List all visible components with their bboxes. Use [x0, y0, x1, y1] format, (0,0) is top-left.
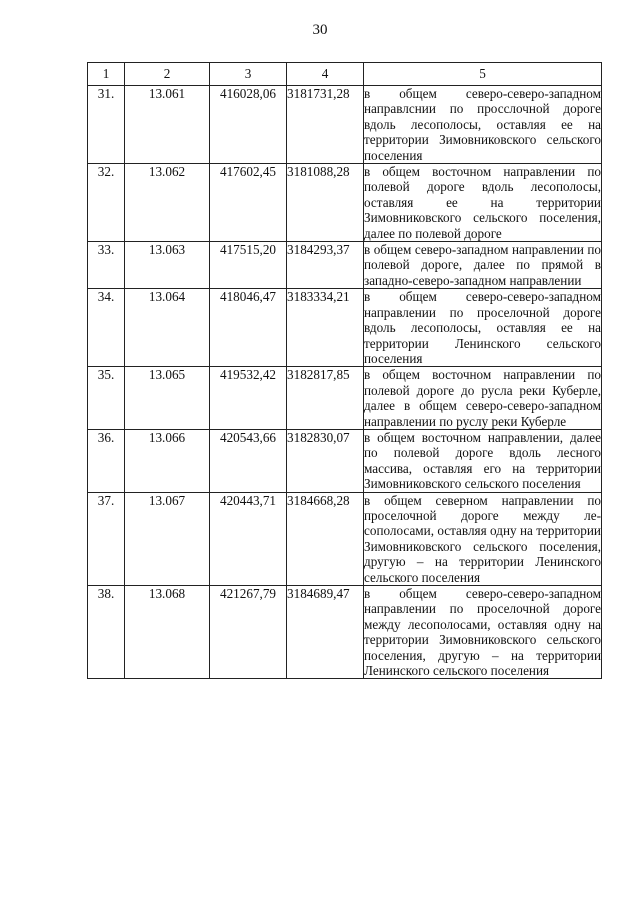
point-code: 13.062 — [125, 164, 210, 242]
direction-description: в общем северном направлении по проселочной дороге между лесополосами, оставляя одну на территории Зимовниковского сельского поселения, другую – на территории Ленинского сельского поселения — [364, 492, 601, 585]
direction-description: в общем северо-северо-западном направлении по проселочной дороге между лесополосами, оставляя одну на территории Зимовниковского сельского поселения, другую – на территории Ленинского сельского поселения — [364, 586, 601, 679]
coordinate-x: 418046,47 — [210, 289, 287, 367]
table-row — [88, 242, 602, 289]
row-number: 33. — [88, 242, 125, 289]
direction-description: в общем восточном направлении по полевой дороге до русла реки Куберле, далее в общем северо-северо-западном направлении по руслу реки Куберле — [364, 367, 601, 429]
table-row — [88, 367, 602, 430]
point-code: 13.064 — [125, 289, 210, 367]
coordinate-x: 416028,06 — [210, 86, 287, 164]
table-row — [88, 86, 602, 164]
header-col-3: 3 — [210, 63, 287, 86]
boundary-points-table — [87, 62, 602, 679]
coordinate-y: 3184668,28 — [287, 492, 364, 585]
point-code: 13.065 — [125, 367, 210, 430]
coordinate-y: 3181088,28 — [287, 164, 364, 242]
coordinate-x: 420443,71 — [210, 492, 287, 585]
point-code: 13.068 — [125, 586, 210, 679]
direction-description: в общем северо-северо-западном направлении по проселочной дороге вдоль лесополосы, оставляя ее на территории Ленинского сельского поселения — [364, 289, 601, 366]
point-code: 13.067 — [125, 492, 210, 585]
row-number: 37. — [88, 492, 125, 585]
table-row — [88, 586, 602, 679]
header-col-1: 1 — [88, 63, 125, 86]
coordinate-x: 421267,79 — [210, 586, 287, 679]
row-number: 38. — [88, 586, 125, 679]
table-row — [88, 164, 602, 242]
header-col-4: 4 — [287, 63, 364, 86]
row-number: 36. — [88, 429, 125, 492]
direction-description: в общем восточном направлении, далее по полевой дороге вдоль лесного массива, оставляя его на территории Зимовниковского сельского поселения — [364, 429, 601, 492]
table-row — [88, 429, 602, 492]
row-number: 31. — [88, 86, 125, 164]
table-row — [88, 289, 602, 367]
coordinate-y: 3181731,28 — [287, 86, 364, 164]
row-number: 34. — [88, 289, 125, 367]
row-number: 32. — [88, 164, 125, 242]
direction-description: в общем восточном направлении по полевой дороге вдоль лесополосы, оставляя ее на территории Зимовниковского сельского поселения, далее по полевой дороге — [364, 164, 601, 241]
direction-description: в общем северо-западном направлении по полевой дороге, далее по прямой в западно-северо-западном направлении — [364, 242, 601, 288]
header-col-5: 5 — [364, 63, 602, 86]
table-header-row — [88, 63, 602, 86]
page-number: 30 — [312, 22, 328, 38]
coordinate-y: 3182817,85 — [287, 367, 364, 430]
coordinate-y: 3183334,21 — [287, 289, 364, 367]
point-code: 13.063 — [125, 242, 210, 289]
coordinate-y: 3182830,07 — [287, 429, 364, 492]
coordinate-x: 420543,66 — [210, 429, 287, 492]
coordinate-x: 417515,20 — [210, 242, 287, 289]
coordinate-x: 419532,42 — [210, 367, 287, 430]
coordinate-y: 3184293,37 — [287, 242, 364, 289]
direction-description: в общем северо-северо-западном направлснии по просслочной дороге вдоль лесополосы, оставляя ее на территории Зимовниковского сельского поселения — [364, 86, 601, 163]
coordinate-y: 3184689,47 — [287, 586, 364, 679]
point-code: 13.066 — [125, 429, 210, 492]
point-code: 13.061 — [125, 86, 210, 164]
table-row — [88, 492, 602, 585]
coordinate-x: 417602,45 — [210, 164, 287, 242]
header-col-2: 2 — [125, 63, 210, 86]
row-number: 35. — [88, 367, 125, 430]
